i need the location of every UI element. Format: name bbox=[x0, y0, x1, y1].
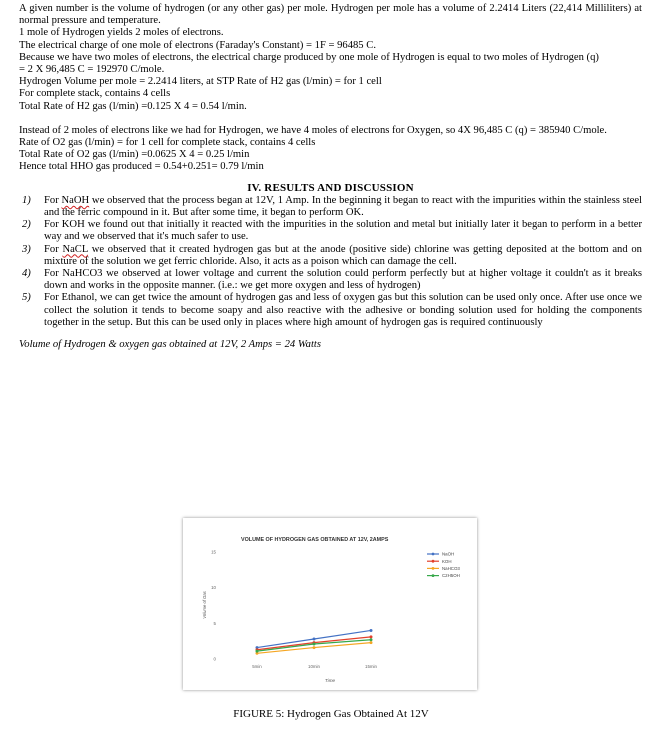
hydrogen-text-line: The electrical charge of one mole of electrons (Faraday's Constant) = 1F = 96485 C. bbox=[19, 39, 376, 51]
hydrogen-calculation-block bbox=[19, 3, 642, 113]
y-axis-label: Volume of Gas bbox=[202, 591, 207, 619]
oxygen-text-line: Rate of O2 gas (l/min) = for 1 cell for complete stack, contains 4 cells bbox=[19, 137, 316, 149]
legend-marker bbox=[432, 553, 435, 556]
legend-label: C2H5OH bbox=[442, 573, 460, 579]
oxygen-text-line: Hence total HHO gas produced = 0.54+0.251= 0.79 l/min bbox=[19, 161, 264, 173]
result-number: 2) bbox=[22, 219, 31, 231]
document-body bbox=[19, 3, 642, 351]
x-tick-label: 5min bbox=[252, 664, 262, 669]
result-number: 3) bbox=[22, 243, 31, 255]
legend-label: KOH bbox=[442, 558, 452, 564]
figure-lead-text: Volume of Hydrogen & oxygen gas obtained at 12V, 2 Amps = 24 Watts bbox=[19, 339, 321, 351]
section-heading: IV. RESULTS AND DISCUSSION bbox=[247, 181, 414, 194]
hydrogen-text-line: A given number is the volume of hydrogen (or any other gas) per mole. Hydrogen per mole has a volume of 2.2414 Liters (22,414 Milliliters) at normal pressure and temperature. bbox=[19, 3, 642, 27]
chart-title: VOLUME OF HYDROGEN GAS OBTAINED AT 12V, 2AMPS bbox=[241, 537, 389, 543]
result-text: For Ethanol, we can get twice the amount of hydrogen gas and less of oxygen gas but this solution can be used only once. After use once we collect the solution it tends to become soapy and also reactive with the adhesive or bonding solution used for holding the components together in the setup. But this can be used only in places where high amount of hydrogen gas is required continuously bbox=[44, 292, 642, 328]
result-text-cont: we observed that it created hydrogen gas but at the anode (positive side) chlorine was getting deposited at the bottom and on mixture of the solution we get ferric chloride. Also, it acts as a poison which can damage the cell. bbox=[44, 243, 642, 267]
oxygen-calculation-block bbox=[19, 125, 642, 174]
legend-marker bbox=[432, 574, 435, 577]
oxygen-text-line: Total Rate of O2 gas (l/min) =0.0625 X 4 = 0.25 l/min bbox=[19, 149, 250, 161]
result-text: For bbox=[44, 243, 63, 255]
x-axis-label: Time bbox=[324, 678, 336, 683]
hydrogen-text-line: Hydrogen Volume per mole = 2.2414 liters, at STP Rate of H2 gas (l/min) = for 1 cell bbox=[19, 76, 382, 88]
data-point-naoh bbox=[370, 629, 373, 632]
result-number: 4) bbox=[22, 268, 31, 280]
result-text: For bbox=[44, 194, 62, 206]
results-list bbox=[19, 195, 642, 329]
data-point-naoh bbox=[313, 638, 316, 641]
x-tick-label: 15min bbox=[365, 664, 377, 669]
result-text: For KOH we found out that initially it reacted with the impurities in the solution and metal but initially later it began to perform in a better way and we observed that it's much safer to use. bbox=[44, 219, 642, 243]
result-item bbox=[19, 292, 642, 329]
legend-label: NaHCO3 bbox=[442, 566, 460, 571]
legend-label: NaOH bbox=[442, 551, 455, 557]
oxygen-text-line: Instead of 2 moles of electrons like we had for Hydrogen, we have 4 moles of electrons for Oxygen, so 4X 96,485 C (q) = 385940 C/mole. bbox=[19, 124, 607, 136]
result-number: 5) bbox=[22, 292, 31, 304]
result-number: 1) bbox=[22, 194, 31, 206]
data-point-nahco3 bbox=[313, 646, 316, 649]
y-tick-label: 10 bbox=[211, 585, 216, 591]
hydrogen-text-line: = 2 X 96,485 C = 192970 C/mole. bbox=[19, 64, 165, 76]
data-point-c2h5oh bbox=[313, 643, 316, 646]
result-item bbox=[19, 244, 642, 268]
x-tick-label: 10min bbox=[308, 664, 320, 669]
y-tick-label: 0 bbox=[213, 656, 216, 662]
data-point-c2h5oh bbox=[256, 650, 259, 653]
data-point-koh bbox=[370, 635, 373, 638]
result-text: For NaHCO3 we observed at lower voltage and current the solution could perform perfectly but at higher voltage it couldn't as it breaks down and works in the opposite manner. (i.e.: we get more oxygen and less of hydrogen) bbox=[44, 268, 642, 292]
hydrogen-text-line: For complete stack, contains 4 cells bbox=[19, 88, 171, 100]
spellcheck-word: NaOH bbox=[61, 194, 90, 206]
result-text-cont: we observed that the process began at 12V, 1 Amp. In the beginning it began to react with the impurities within the stainless steel and the ferric compound in it. But after some time, it began to perform OK. bbox=[44, 194, 643, 219]
result-item bbox=[19, 268, 642, 292]
hydrogen-text-line: Total Rate of H2 gas (l/min) =0.125 X 4 = 0.54 l/min. bbox=[19, 100, 247, 112]
hydrogen-text-line: 1 mole of Hydrogen yields 2 moles of electrons. bbox=[19, 27, 224, 39]
chart-frame bbox=[183, 518, 477, 690]
figure-caption: FIGURE 5: Hydrogen Gas Obtained At 12V bbox=[233, 708, 429, 720]
spellcheck-word: NaCL bbox=[62, 243, 88, 255]
data-point-nahco3 bbox=[370, 641, 373, 644]
result-item bbox=[19, 219, 642, 243]
line-chart bbox=[183, 518, 477, 690]
hydrogen-text-line: Because we have two moles of electrons, the electrical charge produced by one mole of Hydrogen is equal to two moles of Hydrogen (q) bbox=[19, 51, 599, 63]
data-point-c2h5oh bbox=[370, 638, 373, 641]
legend-marker bbox=[432, 560, 435, 563]
legend-marker bbox=[432, 567, 435, 570]
y-tick-label: 15 bbox=[211, 549, 216, 555]
result-item bbox=[19, 195, 642, 219]
y-tick-label: 5 bbox=[213, 620, 216, 626]
